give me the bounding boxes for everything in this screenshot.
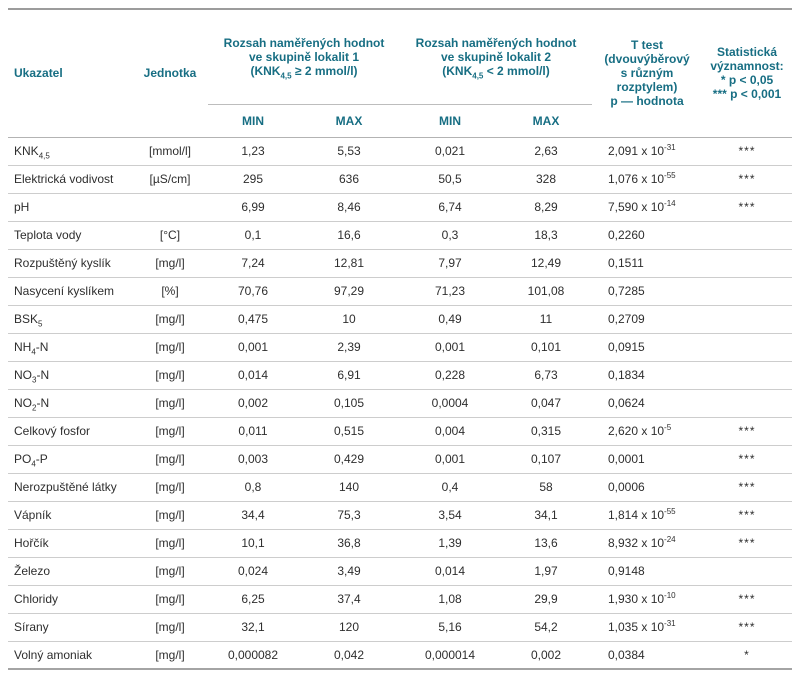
group1-max-cell: 0,105 [333,396,365,410]
indicator-cell: Volný amoniak [14,647,93,662]
ttest-cell: 0,0624 [608,396,645,410]
significance-cell: *** [738,424,756,438]
group1-min-cell: 0,024 [237,564,269,578]
group1-max-cell: 5,53 [337,144,361,158]
unit-cell: [mmol/l] [149,144,191,158]
group2-max-cell: 101,08 [527,284,565,298]
group2-min-cell: 1,39 [438,536,462,550]
group2-max-cell: 54,2 [534,620,558,634]
group1-max-cell: 0,429 [333,452,365,466]
statistics-table [8,8,792,670]
significance-cell [702,361,792,389]
group1-max-cell: 120 [338,620,360,634]
significance-cell [702,221,792,249]
unit-cell: [mg/l] [155,452,185,466]
unit-cell: [mg/l] [155,508,185,522]
group2-max-cell: 58 [539,480,553,494]
unit-cell: [µS/cm] [149,172,191,186]
group2-max-cell: 6,73 [534,368,558,382]
indicator-cell: $NH_4-N$ [14,340,49,357]
significance-cell: *** [738,536,756,550]
group2-min-cell: 0,0004 [431,396,469,410]
group2-min-cell: 0,4 [441,480,459,494]
ttest-cell: 2,091 x $10^{-31}$ [608,143,676,158]
indicator-cell: $NO_2-N$ [14,396,50,413]
header-ttest: T test (dvouvýběrový s různým rozptylem) p — hodnota [604,38,690,109]
ttest-cell: 0,2709 [608,312,645,326]
group1-max-cell: 6,91 [337,368,361,382]
group2-max-cell: 0,002 [530,647,562,662]
table-row [8,529,792,557]
group2-max-cell: 2,63 [534,144,558,158]
group2-min-cell: 0,014 [434,564,466,578]
table-row [8,361,792,389]
group1-max-cell: 140 [338,480,360,494]
table-header [8,9,792,137]
ttest-cell: 1,076 x $10^{-55}$ [608,171,676,186]
table-row [8,473,792,501]
group2-min-cell: 5,16 [438,620,462,634]
indicator-cell: $KNK_{4,5}$ [14,144,50,161]
unit-cell: [mg/l] [155,647,185,662]
indicator-cell: Celkový fosfor [14,424,91,438]
header-significance: Statistická významnost: * p < 0,05 *** p < 0,001 [710,45,784,102]
indicator-cell: Chloridy [14,592,59,606]
indicator-cell: $PO_4-P$ [14,452,48,469]
header-unit: Jednotka [143,66,197,81]
header-indicator: Ukazatel [14,66,63,81]
unit-cell: [mg/l] [155,536,185,550]
header-group2-min: MIN [439,113,461,128]
group2-min-cell: 71,23 [434,284,466,298]
group1-max-cell: 75,3 [337,508,361,522]
table-row [8,501,792,529]
group1-min-cell: 6,99 [241,200,265,214]
significance-cell: * [744,647,750,662]
significance-cell: *** [738,172,756,186]
group2-max-cell: 34,1 [534,508,558,522]
unit-cell: [mg/l] [155,620,185,634]
table-row [8,249,792,277]
unit-cell: [mg/l] [155,368,185,382]
unit-cell: [mg/l] [155,424,185,438]
group1-max-cell: 2,39 [337,340,361,354]
header-group1: Rozsah naměřených hodnot ve skupině lokalit 1 ($KNK_{4,5} \ge 2$ mmol/l) [208,9,400,104]
group1-min-cell: 0,002 [237,396,269,410]
ttest-cell: 2,620 x $10^{-5}$ [608,423,672,438]
group2-max-cell: 13,6 [534,536,558,550]
significance-cell: *** [738,592,756,606]
group1-min-cell: 32,1 [241,620,265,634]
group1-min-cell: 7,24 [241,256,265,270]
unit-cell: [%] [161,284,179,298]
group2-min-cell: 0,004 [434,424,466,438]
group1-max-cell: 0,042 [333,647,365,662]
indicator-cell: pH [14,200,30,214]
significance-cell: *** [738,508,756,522]
group1-min-cell: 70,76 [237,284,269,298]
group2-min-cell: 6,74 [438,200,462,214]
group2-max-cell: 1,97 [534,564,558,578]
group1-min-cell: 0,011 [238,424,268,438]
group1-max-cell: 636 [338,172,360,186]
group1-max-cell: 8,46 [337,200,361,214]
table-row [8,277,792,305]
group2-max-cell: 29,9 [534,592,558,606]
indicator-cell: $BSK_5$ [14,312,43,329]
significance-cell: *** [738,452,756,466]
group2-min-cell: 0,001 [434,340,466,354]
unit-cell [132,193,208,221]
indicator-cell: Hořčík [14,536,49,550]
significance-cell [702,277,792,305]
ttest-cell: 0,2260 [608,228,645,242]
group1-min-cell: 295 [242,172,264,186]
ttest-cell: 0,0915 [608,340,645,354]
significance-cell [702,333,792,361]
group1-min-cell: 1,23 [241,144,265,158]
group1-min-cell: 0,475 [237,312,269,326]
unit-cell: [mg/l] [155,396,185,410]
unit-cell: [mg/l] [155,340,185,354]
group2-min-cell: 0,3 [441,228,459,242]
table-row [8,445,792,473]
header-row-main [8,9,792,104]
significance-cell [702,305,792,333]
ttest-cell: 0,0006 [608,480,645,494]
unit-cell: [mg/l] [155,592,185,606]
group2-min-cell: 0,001 [434,452,466,466]
group1-max-cell: 10 [342,312,356,326]
indicator-cell: Sírany [14,620,49,634]
unit-cell: [mg/l] [155,312,185,326]
group1-min-cell: 34,4 [241,508,265,522]
group2-min-cell: 1,08 [438,592,462,606]
group2-max-cell: 0,315 [530,424,562,438]
group1-min-cell: 6,25 [241,592,265,606]
group2-min-cell: 0,021 [434,144,466,158]
table-row [8,641,792,669]
unit-cell: [mg/l] [155,256,185,270]
group2-min-cell: 0,228 [434,368,466,382]
group1-min-cell: 0,8 [244,480,262,494]
table-row [8,165,792,193]
group2-max-cell: 11 [539,312,553,326]
indicator-cell: Nerozpuštěné látky [14,480,117,494]
significance-cell: *** [738,620,756,634]
group1-min-cell: 0,1 [244,228,262,242]
table-row [8,613,792,641]
significance-cell [702,557,792,585]
group1-min-cell: 0,001 [237,340,269,354]
indicator-cell: Železo [14,564,51,578]
table-row [8,389,792,417]
ttest-cell: 0,9148 [608,564,645,578]
ttest-cell: 7,590 x $10^{-14}$ [608,199,676,214]
header-group1-min: MIN [242,113,264,128]
unit-cell: [mg/l] [155,480,185,494]
significance-cell [702,249,792,277]
ttest-cell: 1,035 x $10^{-31}$ [608,619,676,634]
group2-max-cell: 328 [535,172,557,186]
header-group1-max: MAX [335,113,363,128]
ttest-cell: 1,814 x $10^{-55}$ [608,507,676,522]
group1-min-cell: 0,014 [237,368,269,382]
group1-min-cell: 10,1 [241,536,265,550]
ttest-cell: 8,932 x $10^{-24}$ [608,535,676,550]
group2-min-cell: 3,54 [438,508,462,522]
group2-min-cell: 50,5 [438,172,462,186]
group2-max-cell: 0,101 [530,340,562,354]
group2-min-cell: 7,97 [438,256,462,270]
unit-cell: [mg/l] [155,564,185,578]
group2-max-cell: 12,49 [530,256,562,270]
significance-cell: *** [738,144,756,158]
significance-cell: *** [738,200,756,214]
ttest-cell: 0,0384 [608,647,645,662]
ttest-cell: 1,930 x $10^{-10}$ [608,591,676,606]
table-row [8,333,792,361]
group1-max-cell: 37,4 [337,592,361,606]
group1-min-cell: 0,000082 [227,647,279,662]
table-row [8,417,792,445]
ttest-cell: 0,7285 [608,284,645,298]
indicator-cell: Teplota vody [14,228,82,242]
significance-cell: *** [738,480,756,494]
group2-max-cell: 0,047 [530,396,562,410]
group1-max-cell: 12,81 [333,256,365,270]
indicator-cell: Nasycení kyslíkem [14,284,115,298]
unit-cell: [°C] [159,228,181,242]
table-row [8,557,792,585]
table-row [8,305,792,333]
table-row [8,585,792,613]
indicator-cell: $NO_3-N$ [14,368,50,385]
ttest-cell: 0,1834 [608,368,645,382]
group1-max-cell: 3,49 [337,564,361,578]
group1-min-cell: 0,003 [237,452,269,466]
significance-cell [702,389,792,417]
group1-max-cell: 0,515 [333,424,365,438]
group2-min-cell: 0,49 [438,312,462,326]
group1-max-cell: 16,6 [337,228,361,242]
group2-max-cell: 0,107 [530,452,562,466]
group2-min-cell: 0,000014 [424,647,476,662]
group1-max-cell: 36,8 [337,536,361,550]
header-group2-max: MAX [532,113,560,128]
table-row [8,221,792,249]
table-row [8,193,792,221]
indicator-cell: Vápník [14,508,52,522]
ttest-cell: 0,0001 [608,452,645,466]
table-body [8,137,792,669]
ttest-cell: 0,1511 [608,256,644,270]
group2-max-cell: 8,29 [534,200,558,214]
group2-max-cell: 18,3 [534,228,558,242]
indicator-cell: Elektrická vodivost [14,172,114,186]
group1-max-cell: 97,29 [333,284,365,298]
header-group2: Rozsah naměřených hodnot ve skupině lokalit 2 ($KNK_{4,5} < 2$ mmol/l) [400,9,592,104]
table-row [8,137,792,165]
indicator-cell: Rozpuštěný kyslík [14,256,111,270]
